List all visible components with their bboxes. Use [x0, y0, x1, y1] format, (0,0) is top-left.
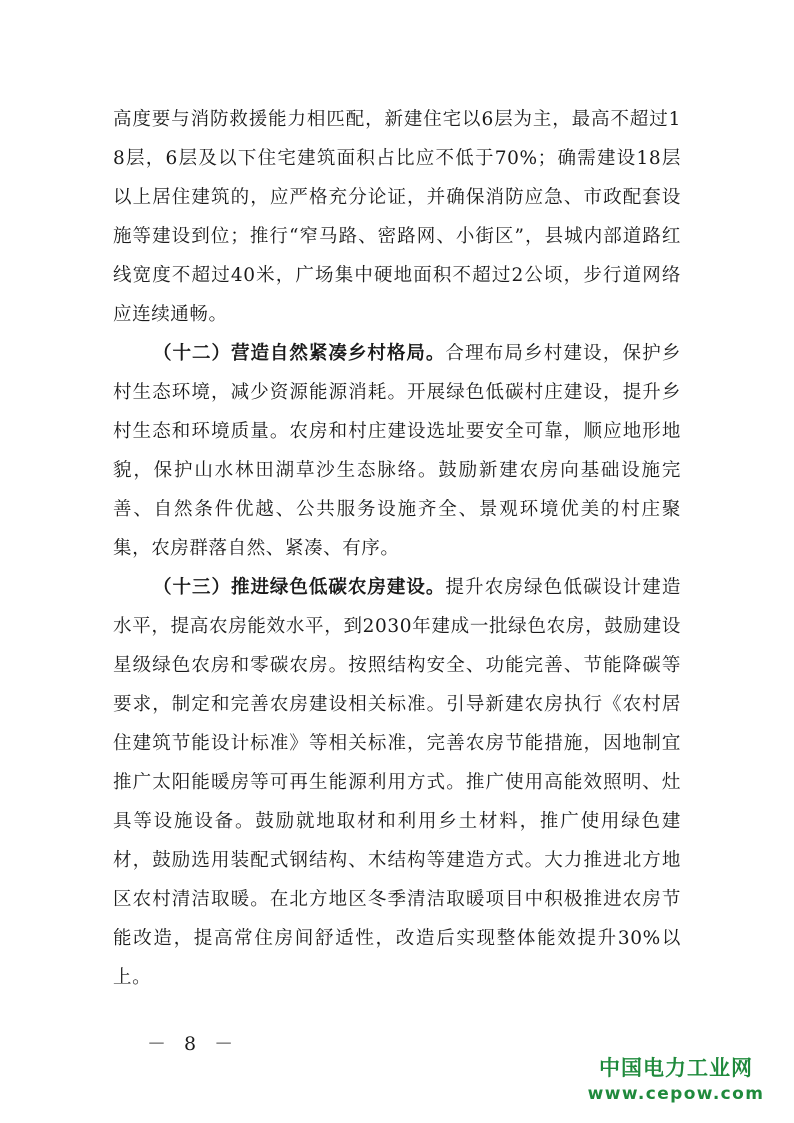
site-watermark	[576, 1054, 776, 1106]
section-13-text: 提升农房绿色低碳设计建造水平，提高农房能效水平，到2030年建成一批绿色农房，鼓励建设星级绿色农房和零碳农房。按照结构安全、功能完善、节能降碳等要求，制定和完善农房建设相关标准。引导新建农房执行《农村居住建筑节能设计标准》等相关标准，完善农房节能措施，因地制宜推广太阳能暖房等可再生能源利用方式。推广使用高能效照明、灶具等设施设备。鼓励就地取材和利用乡土材料，推广使用绿色建材，鼓励选用装配式钢结构、木结构等建造方式。大力推进北方地区农村清洁取暖。在北方地区冬季清洁取暖项目中积极推进农房节能改造，提高常住房间舒适性，改造后实现整体能效提升30%以上。	[113, 577, 681, 988]
section-12-text: 合理布局乡村建设，保护乡村生态环境，减少资源能源消耗。开展绿色低碳村庄建设，提升乡村生态和环境质量。农房和村庄建设选址要安全可靠，顺应地形地貌，保护山水林田湖草沙生态脉络。鼓励新建农房向基础设施完善、自然条件优越、公共服务设施齐全、景观环境优美的村庄聚集，农房群落自然、紧凑、有序。	[113, 343, 681, 559]
paragraph-building-height	[113, 100, 681, 334]
paragraph-section-12	[113, 334, 681, 568]
paragraph-section-13	[113, 568, 681, 997]
document-body	[113, 100, 681, 997]
watermark-site-name: 中国电力工业网	[599, 1056, 753, 1080]
section-13-heading: （十三）推进绿色低碳农房建设。	[153, 577, 446, 598]
paragraph-text: 高度要与消防救援能力相匹配，新建住宅以6层为主，最高不超过18层，6层及以下住宅建筑面积占比应不低于70%；确需建设18层以上居住建筑的，应严格充分论证，并确保消防应急、市政配套设施等建设到位；推行“窄马路、密路网、小街区”，县城内部道路红线宽度不超过40米，广场集中硬地面积不超过2公顷，步行道网络应连续通畅。	[113, 109, 681, 325]
section-12-heading: （十二）营造自然紧凑乡村格局。	[153, 343, 446, 364]
watermark-site-url: www.cepow.com	[587, 1084, 765, 1104]
page-number: － 8 －	[147, 1033, 240, 1055]
